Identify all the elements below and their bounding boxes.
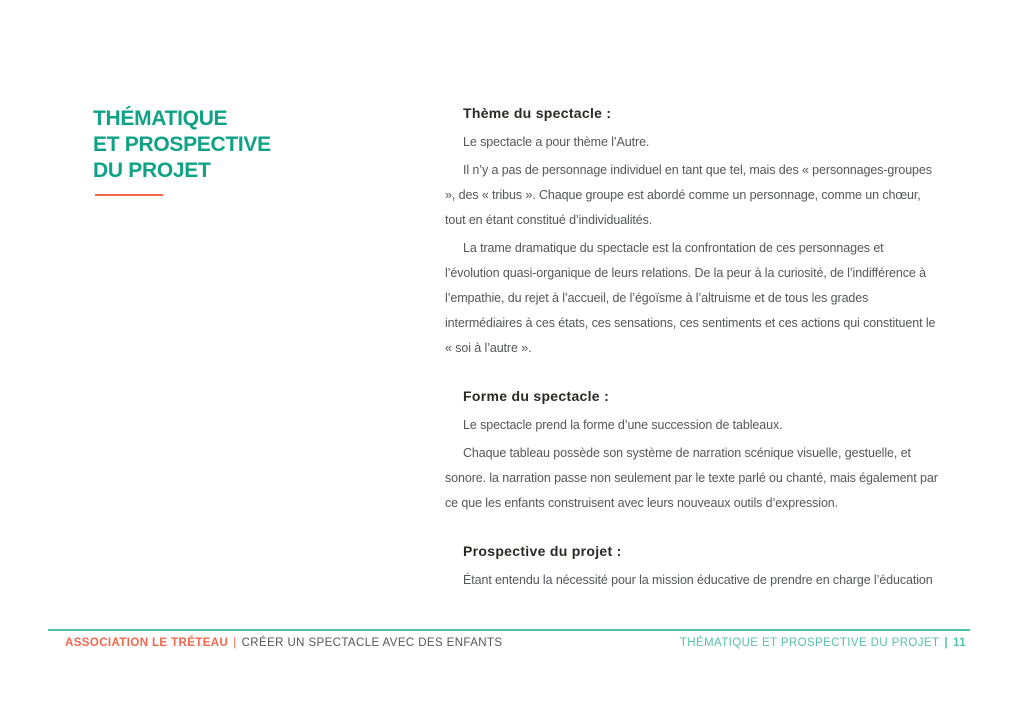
body-paragraph: Il n’y a pas de personnage individuel en tant que tel, mais des « personnages-groupes », des « tribus ». Chaque groupe est abordé comme un personnage, comme un chœur, tout en étant constitué d’individualités. — [445, 163, 932, 227]
footer-separator: | — [944, 637, 949, 649]
content-section — [445, 387, 941, 516]
page-title-line: DU PROJET — [93, 159, 211, 182]
page-title-line: THÉMATIQUE — [93, 107, 228, 130]
section-heading: Thème du spectacle : — [463, 105, 612, 121]
footer-rule — [48, 629, 970, 631]
body-paragraph: Le spectacle a pour thème l’Autre. — [463, 135, 650, 149]
footer-right — [680, 637, 966, 649]
footer-separator: | — [233, 637, 237, 649]
title-underline — [95, 194, 163, 196]
footer-section-title: THÉMATIQUE ET PROSPECTIVE DU PROJET — [679, 637, 940, 649]
body-paragraph: Chaque tableau possède son système de narration scénique visuelle, gestuelle, et sonore. la narration passe non seulement par le texte parlé ou chanté, mais également par ce que les enfants construisent avec leurs nouveaux outils d’expression. — [445, 446, 938, 510]
page-title — [93, 106, 271, 196]
section-heading: Forme du spectacle : — [463, 388, 610, 404]
footer-page-number: 11 — [953, 637, 966, 649]
footer-doc-title: CRÉER UN SPECTACLE AVEC DES ENFANTS — [241, 637, 503, 649]
body-paragraph: Étant entendu la nécessité pour la mission éducative de prendre en charge l’éducation — [463, 573, 933, 587]
content-section — [445, 104, 941, 361]
body-paragraph: Le spectacle prend la forme d’une succession de tableaux. — [463, 418, 783, 432]
content-sections — [445, 104, 941, 596]
page-title-line: ET PROSPECTIVE — [93, 133, 271, 156]
content-section — [445, 542, 941, 593]
footer-left — [65, 637, 502, 649]
body-paragraph: La trame dramatique du spectacle est la confrontation de ces personnages et l’évolution quasi-organique de leurs relations. De la peur à la curiosité, de l’indifférence à l’empathie, du rejet à l’accueil, de l’égoïsme à l’altruisme et de tous les grades intermédiaires à ces états, ces sensations, ces sentiments et ces actions qui constituent le « soi à l’autre ». — [445, 241, 936, 355]
footer-association-name: ASSOCIATION LE TRÉTEAU — [65, 637, 229, 649]
section-heading: Prospective du projet : — [463, 543, 622, 559]
